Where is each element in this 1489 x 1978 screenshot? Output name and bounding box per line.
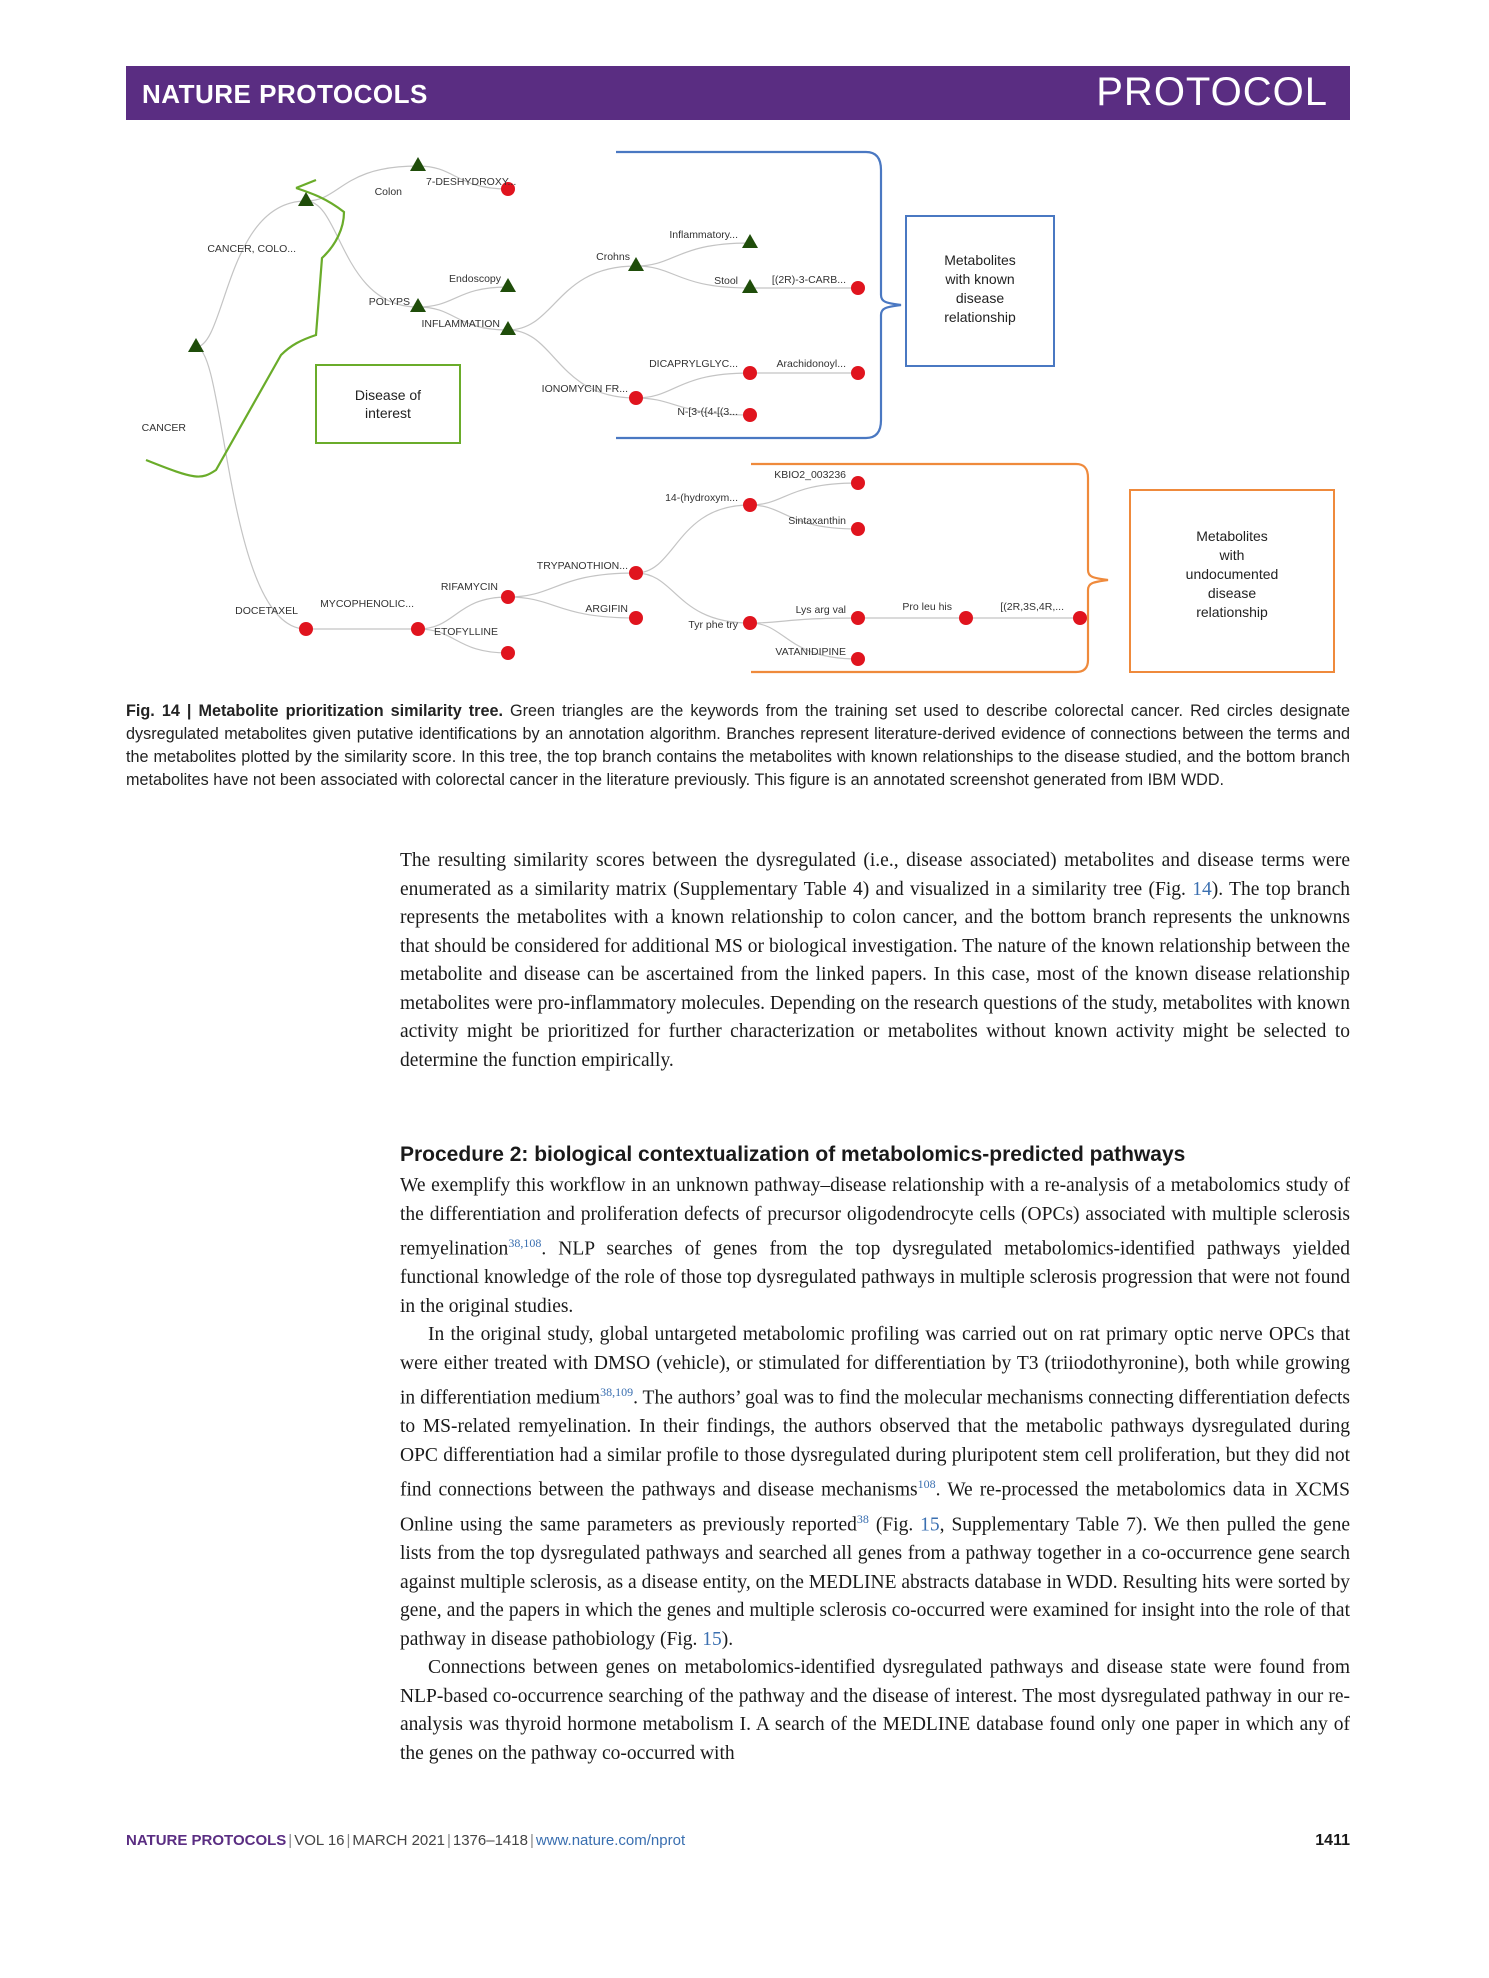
disease-box-line1: Disease of <box>354 387 422 403</box>
label-r3s4r: [(2R,3S,4R,... <box>1000 601 1064 613</box>
label-endoscopy: Endoscopy <box>449 273 501 285</box>
metabolite-circle-ionomycin <box>629 391 643 405</box>
section-label: PROTOCOL <box>1096 70 1328 114</box>
metabolite-circle-proleu <box>959 611 973 625</box>
metabolite-circle-sintaxanthin <box>851 522 865 536</box>
para2-text-b: . NLP searches of genes from the top dysregulated metabolomics-identified pathways yielded functional knowledge of the role of those top dysregulated pathways in multiple sclerosis progression that were not found in the original studies. <box>400 1238 1350 1317</box>
label-sintaxanthin: Sintaxanthin <box>788 515 846 527</box>
metabolite-circle-arachidonoyl <box>851 366 865 380</box>
label-argifin: ARGIFIN <box>585 603 628 615</box>
label-cancer-colo: CANCER, COLO... <box>207 243 296 255</box>
caption-label: Fig. 14 | Metabolite prioritization similarity tree. <box>126 702 503 720</box>
label-lysarg: Lys arg val <box>795 604 846 616</box>
para3-text-e: , Supplementary Table 7). We then pulled the gene lists from the top dysregulated pathways and searched all genes from a pathway together in a co-occurrence gene search against multiple sclerosis, as a disease entity, on the MEDLINE abstracts database in WDD. Resulting hits were sorted by gene, and the papers in which the genes and multiple sclerosis co-occurred were examined for insight into the role of that pathway in disease pathobiology (Fig. <box>400 1514 1350 1650</box>
svg-text:relationship: relationship <box>1196 604 1268 620</box>
label-polyps: POLYPS <box>368 296 410 308</box>
page-number: 1411 <box>1315 1832 1350 1849</box>
label-stool: Stool <box>714 275 738 287</box>
disease-of-interest-box <box>316 365 460 443</box>
paragraph-connections: Connections between genes on metabolomics-identified dysregulated pathways and disease state were found from NLP-based co-occurrence searching of the pathway and the disease of interest. The most dysregulated pathway in our re-analysis was thyroid hormone metabolism I. A search of the MEDLINE database found only one paper in which any of the genes on the pathway co-occurred with <box>400 1657 1350 1764</box>
label-tyrphe: Tyr phe try <box>688 619 738 631</box>
label-trypanothion: TRYPANOTHION... <box>536 560 628 572</box>
metabolite-circle-mycophenolic <box>411 622 425 636</box>
para2-text-a: We exemplify this workflow in an unknown pathway–disease relationship with a re-analysis of a metabolomics study of the differentiation and proliferation defects of precursor oligodendrocyte cells (OPCs) associated with multiple sclerosis remyelination <box>400 1175 1350 1260</box>
citation-38[interactable]: 38 <box>856 1512 869 1526</box>
keyword-triangle-crohns <box>628 257 644 271</box>
disease-box-line2: interest <box>365 405 411 421</box>
citation-38-108[interactable]: 38,108 <box>508 1236 542 1250</box>
footer-volume: VOL 16 <box>294 1832 345 1849</box>
svg-text:with known: with known <box>945 271 1015 287</box>
label-n3: N-[3-({4-[(3... <box>677 406 738 418</box>
metabolite-circle-rifamycin <box>501 590 515 604</box>
label-inflammatory: Inflammatory... <box>669 229 738 241</box>
label-arachidonoyl: Arachidonoyl... <box>776 358 846 370</box>
para3-text-f: ). <box>721 1628 734 1650</box>
metabolite-circle-dicaprylglyc <box>743 366 757 380</box>
paragraph-results <box>400 847 1350 1075</box>
metabolite-circle-lysarg <box>851 611 865 625</box>
label-mycophenolic: MYCOPHENOLIC... <box>320 598 414 610</box>
label-inflammation: INFLAMMATION <box>421 318 500 330</box>
para1-text-a: The resulting similarity scores between the dysregulated (i.e., disease associated) metabolites and disease terms were enumerated as a similarity matrix (Supplementary Table 4) and visualized in a similarity tree (Fig. <box>400 850 1350 900</box>
metabolite-circle-kbio <box>851 476 865 490</box>
footer-url-link[interactable]: www.nature.com/nprot <box>535 1832 686 1849</box>
label-cancer: CANCER <box>141 422 186 434</box>
svg-text:disease: disease <box>955 290 1005 306</box>
metabolite-circle-trypanothion <box>629 566 643 580</box>
metabolite-circle-argifin <box>629 611 643 625</box>
metabolite-circle-etofylline <box>501 646 515 660</box>
svg-text:undocumented: undocumented <box>1185 566 1279 582</box>
paragraph-original-study <box>400 1321 1350 1654</box>
label-docetaxel: DOCETAXEL <box>235 605 298 617</box>
label-ionomycin: IONOMYCIN FR... <box>541 383 628 395</box>
label-proleu: Pro leu his <box>902 601 952 613</box>
label-deshydroxy: 7-DESHYDROXY... <box>426 176 517 188</box>
svg-text:Metabolites: Metabolites <box>944 252 1016 268</box>
svg-text:disease: disease <box>1207 585 1257 601</box>
keyword-triangle-stool <box>742 279 758 293</box>
footer-journal: NATURE PROTOCOLS <box>126 1832 287 1849</box>
citation-38-109[interactable]: 38,109 <box>600 1385 634 1399</box>
procedure-text-block <box>400 1172 1350 1768</box>
svg-text:relationship: relationship <box>944 309 1016 325</box>
para3-text-c: . We re-processed the metabolomics data in XCMS Online using the same parameters as previously reported <box>400 1479 1350 1536</box>
label-hydroxym: 14-(hydroxym... <box>665 492 738 504</box>
fig15-link-2[interactable]: 15 <box>702 1628 722 1650</box>
label-rifamycin: RIFAMYCIN <box>440 581 498 593</box>
page-footer: NATURE PROTOCOLS | VOL 16 | MARCH 2021 | 1376–1418 | www.nature.com/nprot 1411 <box>126 1832 1350 1849</box>
para3-text-d: (Fig. <box>868 1514 921 1536</box>
svg-text:with: with <box>1219 547 1245 563</box>
label-colon: Colon <box>374 186 402 198</box>
results-paragraph-block <box>400 847 1350 1075</box>
citation-108[interactable]: 108 <box>917 1477 936 1491</box>
footer-date: MARCH 2021 <box>352 1832 445 1849</box>
para1-text-b: ). The top branch represents the metabolites with a known relationship to colon cancer, and the bottom branch represents the unknowns that should be considered for additional MS or biological investigation. The nature of the known relationship between the metabolite and disease can be ascertained from the linked papers. In this case, most of the known disease relationship metabolites were pro-inflammatory molecules. Depending on the research questions of the study, metabolites with known activity might be prioritized for further characterization or metabolites without known activity might be selected to determine the function empirically. <box>400 878 1350 1071</box>
undocumented-bracket <box>751 464 1108 672</box>
journal-header-bar <box>126 66 1350 120</box>
label-kbio: KBIO2_003236 <box>774 469 846 481</box>
figure-caption <box>126 700 1350 792</box>
metabolite-circle-carb <box>851 281 865 295</box>
para3-text-a: In the original study, global untargeted metabolomic profiling was carried out on rat primary optic nerve OPCs that were either treated with DMSO (vehicle), or stimulated for differentiation by T3 (triiodothyronine), both while growing in differentiation medium <box>400 1324 1350 1409</box>
svg-text:Metabolites: Metabolites <box>1196 528 1268 544</box>
keyword-triangle-inflammatory <box>742 234 758 248</box>
section-heading: Procedure 2: biological contextualization of metabolomics-predicted pathways <box>400 1143 1186 1166</box>
keyword-triangle-inflammation <box>500 321 516 335</box>
metabolite-circle-vatanidipine <box>851 652 865 666</box>
para3-text-b: . The authors’ goal was to find the molecular mechanisms connecting differentiation defects to MS-related remyelination. In their findings, the authors observed that the metabolic pathways dysregulated during OPC differentiation had a similar profile to those dysregulated during pluripotent stem cell proliferation, but they did not find connections between the pathways and disease mechanisms <box>400 1387 1350 1501</box>
keyword-triangle-colon <box>410 157 426 171</box>
metabolite-circle-hydroxym <box>743 498 757 512</box>
journal-name: NATURE PROTOCOLS <box>142 79 428 109</box>
similarity-tree-figure <box>126 140 1350 690</box>
fig14-link[interactable]: 14 <box>1192 878 1212 900</box>
keyword-triangle-polyps <box>410 298 426 312</box>
fig15-link-1[interactable]: 15 <box>920 1514 940 1536</box>
label-vatanidipine: VATANIDIPINE <box>775 646 846 658</box>
metabolite-circle-n3 <box>743 408 757 422</box>
caption-text: Green triangles are the keywords from the training set used to describe colorectal cancer. Red circles designate dysregulated metabolites given putative identifications by an annotation algorithm. Branches represent literature-derived evidence of connections between the terms and the metabolites plotted by the similarity score. In this tree, the top branch contains the metabolites with known relationships to the disease studied, and the bottom branch metabolites have not been associated with colorectal cancer in the literature previously. This figure is an annotated screenshot generated from IBM WDD. <box>126 702 1350 789</box>
metabolite-circle-r3s4r <box>1073 611 1087 625</box>
metabolite-circle-tyrphe <box>743 616 757 630</box>
footer-pages: 1376–1418 <box>452 1832 528 1849</box>
metabolite-circle-docetaxel <box>299 622 313 636</box>
label-crohns: Crohns <box>596 251 630 263</box>
label-carb: [(2R)-3-CARB... <box>771 274 846 286</box>
keyword-triangle-endoscopy <box>500 278 516 292</box>
paragraph-intro <box>400 1172 1350 1321</box>
label-dicaprylglyc: DICAPRYLGLYC... <box>649 358 738 370</box>
label-etofylline: ETOFYLLINE <box>434 626 498 638</box>
